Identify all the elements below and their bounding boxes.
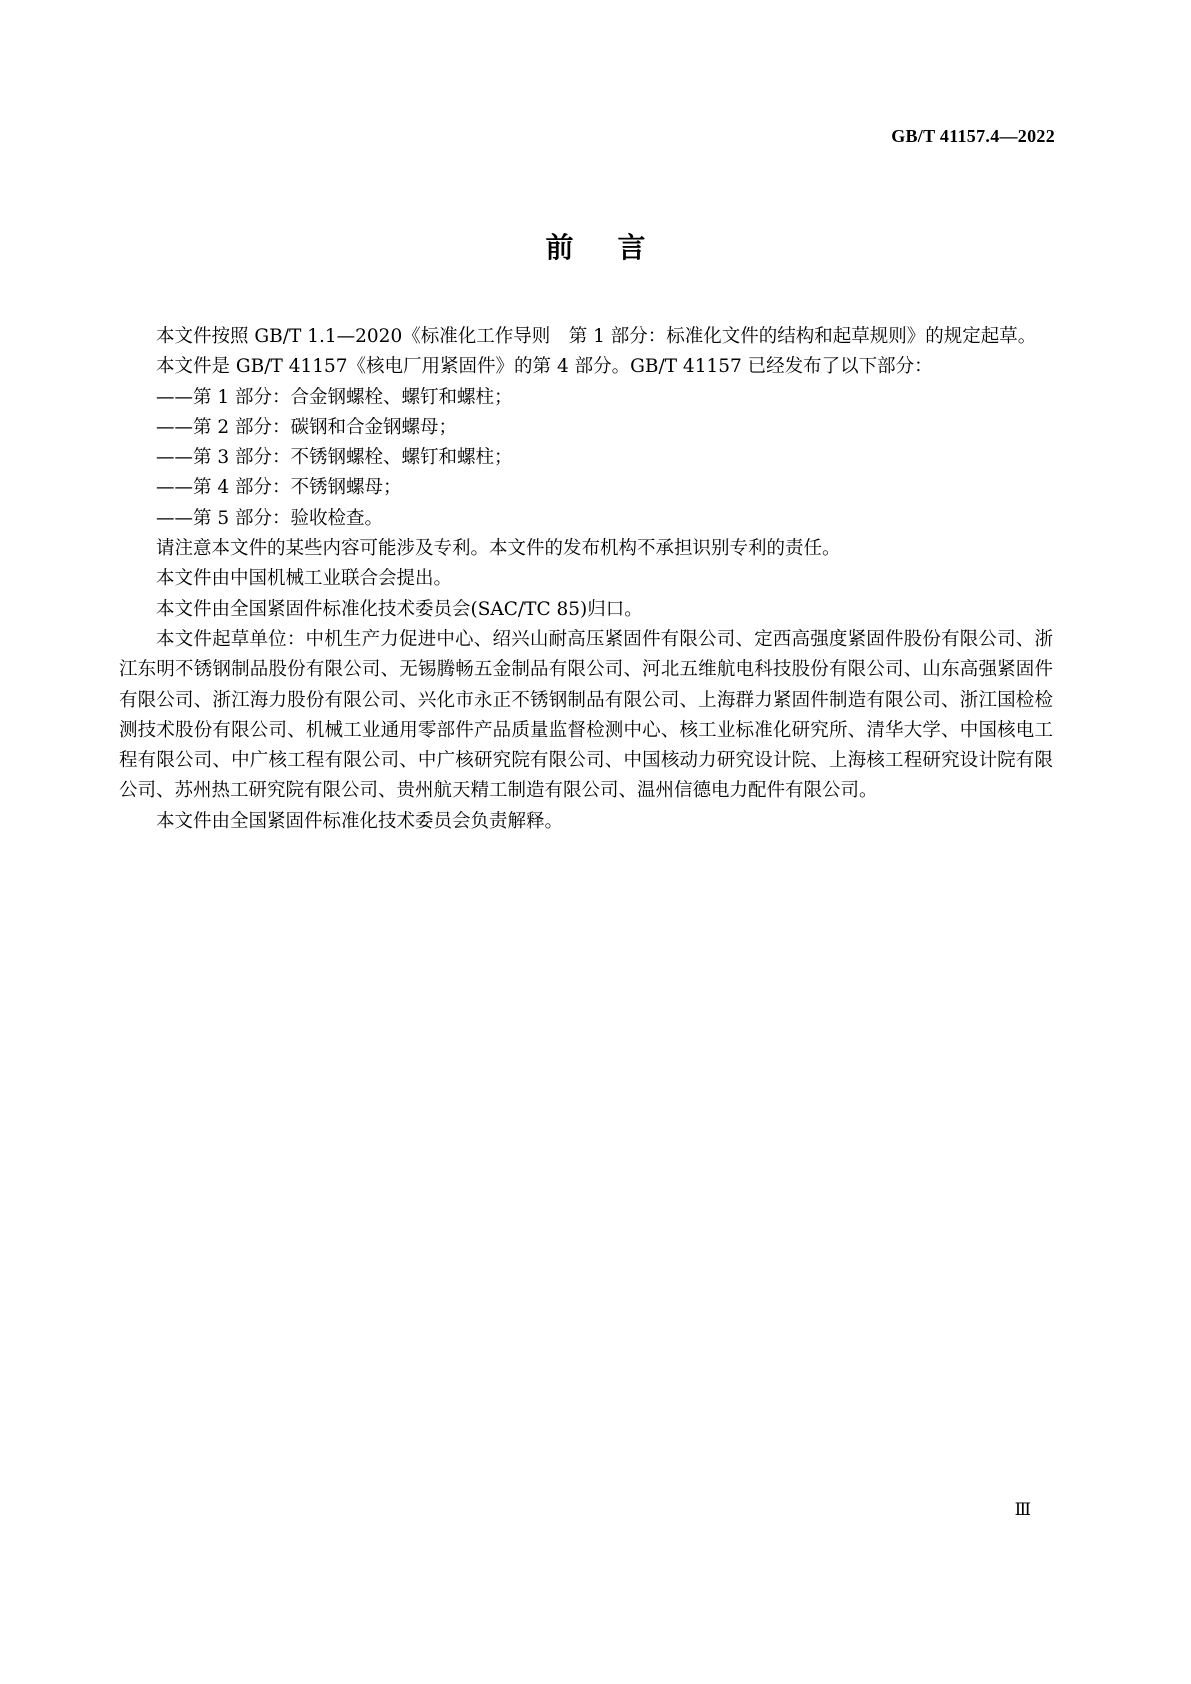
page-number: Ⅲ [1014,1500,1031,1519]
standard-number: GB/T 41157.4—2022 [891,126,1055,146]
paragraph-under-jurisdiction: 本文件由全国紧固件标准化技术委员会(SAC/TC 85)归口。 [156,598,643,620]
list-item-part-4: ——第 4 部分：不锈钢螺母； [156,477,402,499]
paragraph-series-parts: 本文件是 GB/T 41157《核电厂用紧固件》的第 4 部分。GB/T 41157 已经发布了以下部分： [156,356,933,378]
list-item-part-5: ——第 5 部分：验收检查。 [156,507,384,529]
paragraph-proposed-by: 本文件由中国机械工业联合会提出。 [156,568,453,590]
page-title: 前言 [545,231,690,264]
paragraph-drafting-rules: 本文件按照 GB/T 1.1—2020《标准化工作导则 第 1 部分：标准化文件的结构和起草规则》的规定起草。 [156,326,1037,347]
document-body [119,322,1053,837]
list-item-part-2: ——第 2 部分：碳钢和合金钢螺母； [156,416,458,438]
paragraph-patent-notice: 请注意本文件的某些内容可能涉及专利。本文件的发布机构不承担识别专利的责任。 [156,538,841,560]
list-item-part-1: ——第 1 部分：合金钢螺栓、螺钉和螺柱； [156,386,513,408]
paragraph-drafting-organizations: 本文件起草单位：中机生产力促进中心、绍兴山耐高压紧固件有限公司、定西高强度紧固件股份有限公司、浙江东明不锈钢制品股份有限公司、无锡腾畅五金制品有限公司、河北五维航电科技股份有限公司、山东高强紧固件有限公司、浙江海力股份有限公司、兴化市永正不锈钢制品有限公司、上海群力紧固件制造有限公司、浙江国检检测技术股份有限公司、机械工业通用零部件产品质量监督检测中心、核工业标准化研究所、清华大学、中国核电工程有限公司、中广核工程有限公司、中广核研究院有限公司、中国核动力研究设计院、上海核工程研究设计院有限公司、苏州热工研究院有限公司、贵州航天精工制造有限公司、温州信德电力配件有限公司。 [119,628,1053,802]
list-item-part-3: ——第 3 部分：不锈钢螺栓、螺钉和螺柱； [156,447,513,469]
paragraph-interpretation: 本文件由全国紧固件标准化技术委员会负责解释。 [156,810,564,832]
